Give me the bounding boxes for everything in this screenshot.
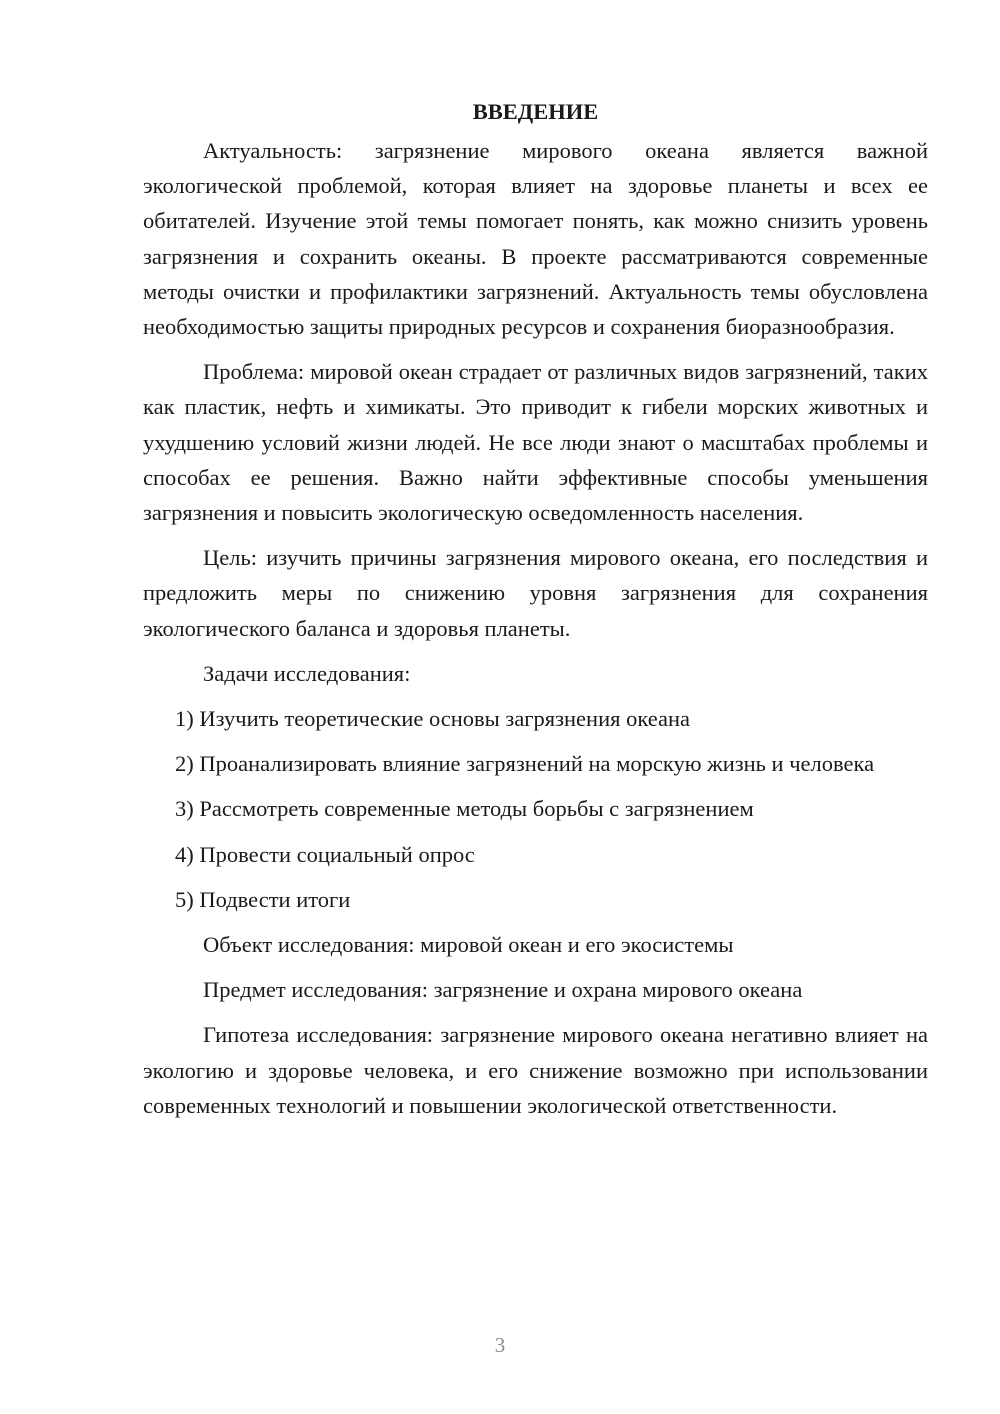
page-number: 3 — [494, 1333, 506, 1357]
task-item-5: 5) Подвести итоги — [175, 886, 351, 912]
problem-paragraph: Проблема: мировой океан страдает от различных видов загрязнений, таких как пластик, нефть и химикаты. Это приводит к гибели морских животных и ухудшению условий жизни людей. Не все люди знают о масштабах проблемы и способах ее решения. Важно найти эффективные способы уменьшения загрязнения и повысить экологическую осведомленность населения. — [143, 359, 928, 526]
goal-paragraph: Цель: изучить причины загрязнения мирового океана, его последствия и предложить меры по снижению уровня загрязнения для сохранения экологического баланса и здоровья планеты. — [143, 545, 928, 641]
hypothesis-paragraph: Гипотеза исследования: загрязнение мирового океана негативно влияет на экологию и здоровье человека, и его снижение возможно при использовании современных технологий и повышении экологической ответственности. — [143, 1022, 928, 1118]
section-title: ВВЕДЕНИЕ — [472, 99, 599, 124]
document-page — [143, 94, 928, 1133]
task-item-3: 3) Рассмотреть современные методы борьбы с загрязнением — [175, 796, 754, 822]
research-subject: Предмет исследования: загрязнение и охрана мирового океана — [203, 977, 803, 1003]
task-item-4: 4) Провести социальный опрос — [175, 841, 475, 867]
task-item-1: 1) Изучить теоретические основы загрязнения океана — [175, 706, 690, 732]
research-object: Объект исследования: мировой океан и его экосистемы — [203, 932, 734, 958]
relevance-paragraph: Актуальность: загрязнение мирового океана является важной экологической проблемой, которая влияет на здоровье планеты и всех ее обитателей. Изучение этой темы помогает понять, как можно снизить уровень загрязнения и сохранить океаны. В проекте рассматриваются современные методы очистки и профилактики загрязнений. Актуальность темы обусловлена необходимостью защиты природных ресурсов и сохранения биоразнообразия. — [143, 138, 928, 340]
task-item-2: 2) Проанализировать влияние загрязнений на морскую жизнь и человека — [175, 751, 875, 777]
tasks-heading: Задачи исследования: — [203, 660, 411, 686]
